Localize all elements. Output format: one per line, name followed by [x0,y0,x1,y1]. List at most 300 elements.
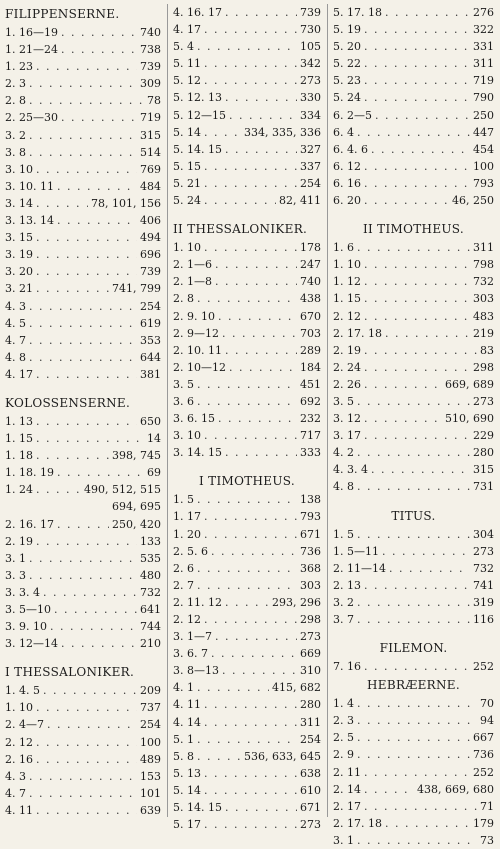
index-entry [5,802,161,819]
page-numbers: 738 [140,43,161,57]
verse-reference: 2. 1—6 [173,258,212,272]
page-numbers: 100 [473,159,494,173]
dot-leader [364,577,470,594]
page-numbers: 78 [147,94,161,108]
page-numbers: 250, 420 [112,517,161,531]
index-entry [333,21,494,38]
dot-leader [36,734,137,751]
verse-reference: 5. 12—15 [173,108,226,122]
dot-leader [357,124,470,141]
book-heading: FILIPPENSERNE. [5,7,120,21]
book-heading: I TIMOTHEUS. [199,474,295,489]
index-entry [333,4,494,21]
index-entry [5,161,161,178]
index-entry [5,127,161,144]
index-entry [5,24,161,41]
page-numbers: 619 [140,316,161,330]
dot-leader [364,764,470,781]
page-numbers: 179 [473,816,494,830]
page-numbers: 740 [300,275,321,289]
page-numbers: 153 [140,769,161,783]
index-entry [173,679,321,696]
page-numbers: 273 [300,818,321,832]
dot-leader [364,192,449,209]
page-numbers: 46, 250 [452,194,494,208]
index-entry [5,144,161,161]
book-heading: KOLOSSENSERNE. [5,395,131,410]
page-numbers: 254 [140,718,161,732]
verse-reference: 5. 11 [173,57,201,71]
verse-reference: 2. 13 [333,578,361,592]
page-numbers: 732 [473,561,494,575]
page-numbers: 105 [300,40,321,54]
index-entry [333,695,494,712]
verse-reference: 2. 17 [333,799,361,813]
verse-reference: 2. 26 [333,377,361,391]
page-numbers: 327 [300,142,321,156]
page-numbers: 650 [140,414,161,428]
dot-leader [29,332,137,349]
index-entry [173,577,321,594]
dot-leader [204,782,297,799]
index-entry [333,746,494,763]
index-entry [173,696,321,713]
index-entry [333,611,494,628]
index-entry [5,109,161,126]
index-entry [5,785,161,802]
page-numbers: 732 [140,585,161,599]
index-entry [333,308,494,325]
verse-reference: 3. 2 [333,595,354,609]
page-numbers: 741 [473,578,494,592]
index-entry [173,342,321,359]
page-numbers: 289 [300,343,321,357]
verse-reference: 1. 18. 19 [5,466,54,480]
index-entry [333,444,494,461]
page-numbers: 438, 669, 680 [417,782,494,796]
dot-leader [357,832,477,849]
index-entry [5,498,161,515]
dot-leader [364,427,470,444]
dot-leader [36,229,137,246]
verse-reference: 1. 20 [173,527,201,541]
dot-leader [204,714,297,731]
index-entry [333,393,494,410]
verse-reference: 3. 8 [5,145,26,159]
index-entry [173,594,321,611]
verse-reference: 1. 10 [5,701,33,715]
dot-leader [225,89,297,106]
page-numbers: 536, 633, 645 [244,749,321,763]
verse-reference: 5. 15 [173,159,201,173]
page-numbers: 333 [300,446,321,460]
page-numbers: 489 [140,752,161,766]
page-numbers: 78, 101, 156 [91,196,161,210]
dot-leader [357,611,470,628]
verse-reference: 3. 12 [333,412,361,426]
page-numbers: 254 [300,732,321,746]
verse-reference: 7. 16 [333,660,361,674]
dot-leader [29,785,137,802]
section-spacer [173,209,321,219]
index-entry [5,734,161,751]
verse-reference: 3. 10 [173,429,201,443]
dot-leader [364,273,470,290]
index-entry [173,560,321,577]
verse-reference: 2. 11 [333,765,361,779]
verse-reference: 2. 11. 12 [173,595,222,609]
dot-leader [225,799,297,816]
page-numbers: 273 [300,74,321,88]
dot-leader [57,464,144,481]
index-entry [173,359,321,376]
index-entry [173,782,321,799]
dot-leader [204,508,297,525]
page-numbers: 510, 690 [445,412,494,426]
dot-leader [225,342,297,359]
verse-reference: 3. 13. 14 [5,214,54,228]
page-numbers: 298 [473,360,494,374]
dot-leader [36,280,109,297]
section-spacer [5,652,161,662]
verse-reference: 2. 5 [333,731,354,745]
index-entry [333,461,494,478]
verse-reference: 3. 1—7 [173,630,212,644]
page-numbers: 737 [140,701,161,715]
index-entry [5,447,161,464]
index-entry [333,290,494,307]
dot-leader [225,594,269,611]
verse-reference: 1. 12 [333,275,361,289]
page-numbers: 671 [300,801,321,815]
page-numbers: 209 [140,684,161,698]
verse-reference: 4. 7 [5,786,26,800]
dot-leader [197,577,297,594]
dot-leader [204,192,276,209]
index-entry [173,21,321,38]
dot-leader [197,748,241,765]
verse-reference: 4. 3 [5,299,26,313]
page-numbers: 69 [147,466,161,480]
index-entry [333,427,494,444]
dot-leader [36,195,88,212]
index-column-2 [167,4,327,832]
dot-leader [29,92,144,109]
verse-reference: 1. 23 [5,60,33,74]
page-numbers: 254 [300,176,321,190]
page-numbers: 739 [140,60,161,74]
index-entry [173,308,321,325]
index-entry [333,192,494,209]
verse-reference: 4. 7 [5,333,26,347]
index-entry [173,628,321,645]
verse-reference: 2. 5. 6 [173,544,208,558]
verse-reference: 5. 24 [333,91,361,105]
dot-leader [197,290,297,307]
page-numbers: 311 [300,715,321,729]
index-entry [333,273,494,290]
dot-leader [29,550,137,567]
page-numbers: 311 [473,57,494,71]
index-entry [173,290,321,307]
verse-reference: 2. 12 [5,735,33,749]
index-entry [5,699,161,716]
index-entry [333,712,494,729]
verse-reference: 5. 17 [173,818,201,832]
verse-reference: 1. 5—11 [333,544,379,558]
index-entry [333,256,494,273]
index-entry [173,239,321,256]
verse-reference: 3. 19 [5,248,33,262]
verse-reference: 1. 16—19 [5,26,58,39]
verse-reference: 6. 2—5 [333,108,372,122]
dot-leader [364,359,470,376]
verse-reference: 4. 8 [333,480,354,494]
page-numbers: 178 [300,241,321,255]
page-numbers: 490, 512, 515 [84,483,161,497]
verse-reference: 3. 17 [333,429,361,443]
dot-leader [357,444,470,461]
page-numbers: 740 [140,26,161,39]
index-entry [173,645,321,662]
dot-leader [229,359,297,376]
dot-leader [357,695,477,712]
page-numbers: 406 [140,214,161,228]
page-numbers: 315 [140,128,161,142]
page-numbers: 732 [473,275,494,289]
index-column-1 [0,4,167,817]
verse-reference: 4. 5 [5,316,26,330]
page-numbers: 703 [300,326,321,340]
dot-leader [222,325,297,342]
verse-reference: 3. 15 [5,231,33,245]
dot-leader [29,75,137,92]
dot-leader [197,491,297,508]
index-entry [5,584,161,601]
dot-leader [364,658,470,675]
verse-reference: 3. 10 [5,162,33,176]
dot-leader [364,798,477,815]
page-numbers: 252 [473,765,494,779]
index-entry [333,72,494,89]
page-numbers: 247 [300,258,321,272]
dot-leader [229,107,297,124]
index-entry [173,393,321,410]
verse-reference: 3. 2 [5,128,26,142]
page-numbers: 454 [473,142,494,156]
index-entry [5,195,161,212]
dot-leader [364,38,470,55]
verse-reference: 2. 8 [5,94,26,108]
dot-leader [197,393,297,410]
verse-reference: 2. 6 [173,561,194,575]
verse-reference: 2. 10. 11 [173,343,222,357]
verse-reference: 2. 19 [5,534,33,548]
verse-reference: 3. 8—13 [173,664,219,678]
page-numbers: 790 [473,91,494,105]
dot-leader [364,290,470,307]
verse-reference: 2. 3 [5,77,26,91]
page-numbers: 670 [300,309,321,323]
verse-reference: 1. 15 [5,432,33,446]
verse-reference: 4. 3 [5,769,26,783]
section-spacer [333,209,494,219]
index-entry [333,478,494,495]
dot-leader [385,325,470,342]
verse-reference: 2. 10—12 [173,360,226,374]
dot-leader [36,246,137,263]
verse-reference: 3. 7 [333,613,354,626]
page-numbers: 280 [300,698,321,712]
dot-leader [385,815,470,832]
dot-leader [364,308,470,325]
page-numbers: 483 [473,309,494,323]
dot-leader [50,618,137,635]
dot-leader [375,107,470,124]
page-numbers: 494 [140,231,161,245]
index-entry [5,751,161,768]
index-entry [173,89,321,106]
index-entry [333,658,494,675]
verse-reference: 3. 6. 15 [173,412,215,426]
index-entry [173,72,321,89]
dot-leader [204,158,297,175]
verse-reference: 5. 17. 18 [333,6,382,19]
dot-leader [204,175,297,192]
dot-leader [364,342,477,359]
dot-leader [61,109,137,126]
index-entry [333,376,494,393]
verse-reference: 3. 1 [333,833,354,847]
verse-reference: 1. 5 [173,493,194,507]
page-numbers: 793 [300,510,321,524]
page-numbers: 638 [300,766,321,780]
verse-reference: 4. 3. 4 [333,463,368,477]
page-numbers: 71 [480,799,494,813]
dot-leader [357,746,470,763]
page-numbers: 669 [300,647,321,661]
page-numbers: 451 [300,377,321,391]
dot-leader [357,393,470,410]
page-numbers: 514 [140,145,161,159]
verse-reference: 4. 14 [173,715,201,729]
verse-reference: 3. 5 [173,377,194,391]
index-entry [333,798,494,815]
verse-reference: 2. 17. 18 [333,326,382,340]
verse-reference: 2. 25—30 [5,111,58,125]
dot-leader [36,161,137,178]
page-numbers: 273 [300,630,321,644]
index-entry [173,158,321,175]
page-numbers: 381 [140,367,161,381]
dot-leader [61,635,137,652]
section-spacer [173,461,321,471]
verse-reference: 6. 20 [333,194,361,208]
page-numbers: 330 [300,91,321,105]
verse-reference: 6. 4 [333,125,354,139]
page-numbers: 731 [473,480,494,494]
page-numbers: 769 [140,162,161,176]
page-numbers: 229 [473,429,494,443]
verse-reference: 3. 5—10 [5,603,51,616]
index-entry [5,298,161,315]
index-entry [173,491,321,508]
page-numbers: 730 [300,23,321,37]
verse-reference: 3. 9. 10 [5,620,47,634]
verse-reference: 2. 16. 17 [5,517,54,531]
verse-reference: 5. 14 [173,125,201,139]
index-entry [333,107,494,124]
dot-leader [357,239,470,256]
verse-reference: 5. 14 [173,783,201,797]
verse-reference: 5. 22 [333,57,361,71]
index-entry [333,359,494,376]
page-numbers: 739 [140,265,161,279]
index-entry [333,729,494,746]
dot-leader [36,58,137,75]
index-entry [173,508,321,525]
verse-reference: 1. 17 [173,510,201,524]
index-entry [333,55,494,72]
dot-leader [357,478,470,495]
index-entry [5,716,161,733]
verse-reference: 2. 9 [333,748,354,762]
verse-reference: 1. 10 [333,258,361,272]
dot-leader [204,239,297,256]
page-numbers: 254 [140,299,161,313]
verse-reference: 5. 24 [173,194,201,208]
page-numbers: 184 [300,360,321,374]
index-entry [5,315,161,332]
dot-leader [36,751,137,768]
book-heading: TITUS. [391,508,436,523]
page-numbers: 311 [473,241,494,255]
page-numbers: 232 [300,412,321,426]
index-entry [333,325,494,342]
verse-reference: 5. 8 [173,749,194,763]
page-numbers: 83 [480,343,494,357]
verse-reference: 1. 10 [173,241,201,255]
verse-reference: 1. 5 [333,527,354,541]
dot-leader [204,124,241,141]
index-entry [173,38,321,55]
dot-leader [36,699,137,716]
verse-reference: 4. 11 [173,698,201,712]
page-numbers: 337 [300,159,321,173]
verse-reference: 2. 9—12 [173,326,219,340]
page-numbers: 70 [480,697,494,711]
index-entry [173,256,321,273]
dot-leader [215,256,297,273]
section-spacer [5,383,161,393]
page-numbers: 331 [473,40,494,54]
verse-reference: 2. 1—8 [173,275,212,289]
index-entry [5,601,161,618]
verse-reference: 3. 14 [5,196,33,210]
index-entry [173,376,321,393]
dot-leader [197,376,297,393]
dot-leader [61,41,137,58]
page-numbers: 447 [473,125,494,139]
dot-leader [36,481,81,498]
dot-leader [357,594,470,611]
dot-leader [36,447,109,464]
page-numbers: 252 [473,660,494,674]
verse-reference: 5. 14. 15 [173,142,222,156]
page-numbers: 342 [300,57,321,71]
page-numbers: 736 [300,544,321,558]
verse-reference: 3. 6. 7 [173,647,208,661]
